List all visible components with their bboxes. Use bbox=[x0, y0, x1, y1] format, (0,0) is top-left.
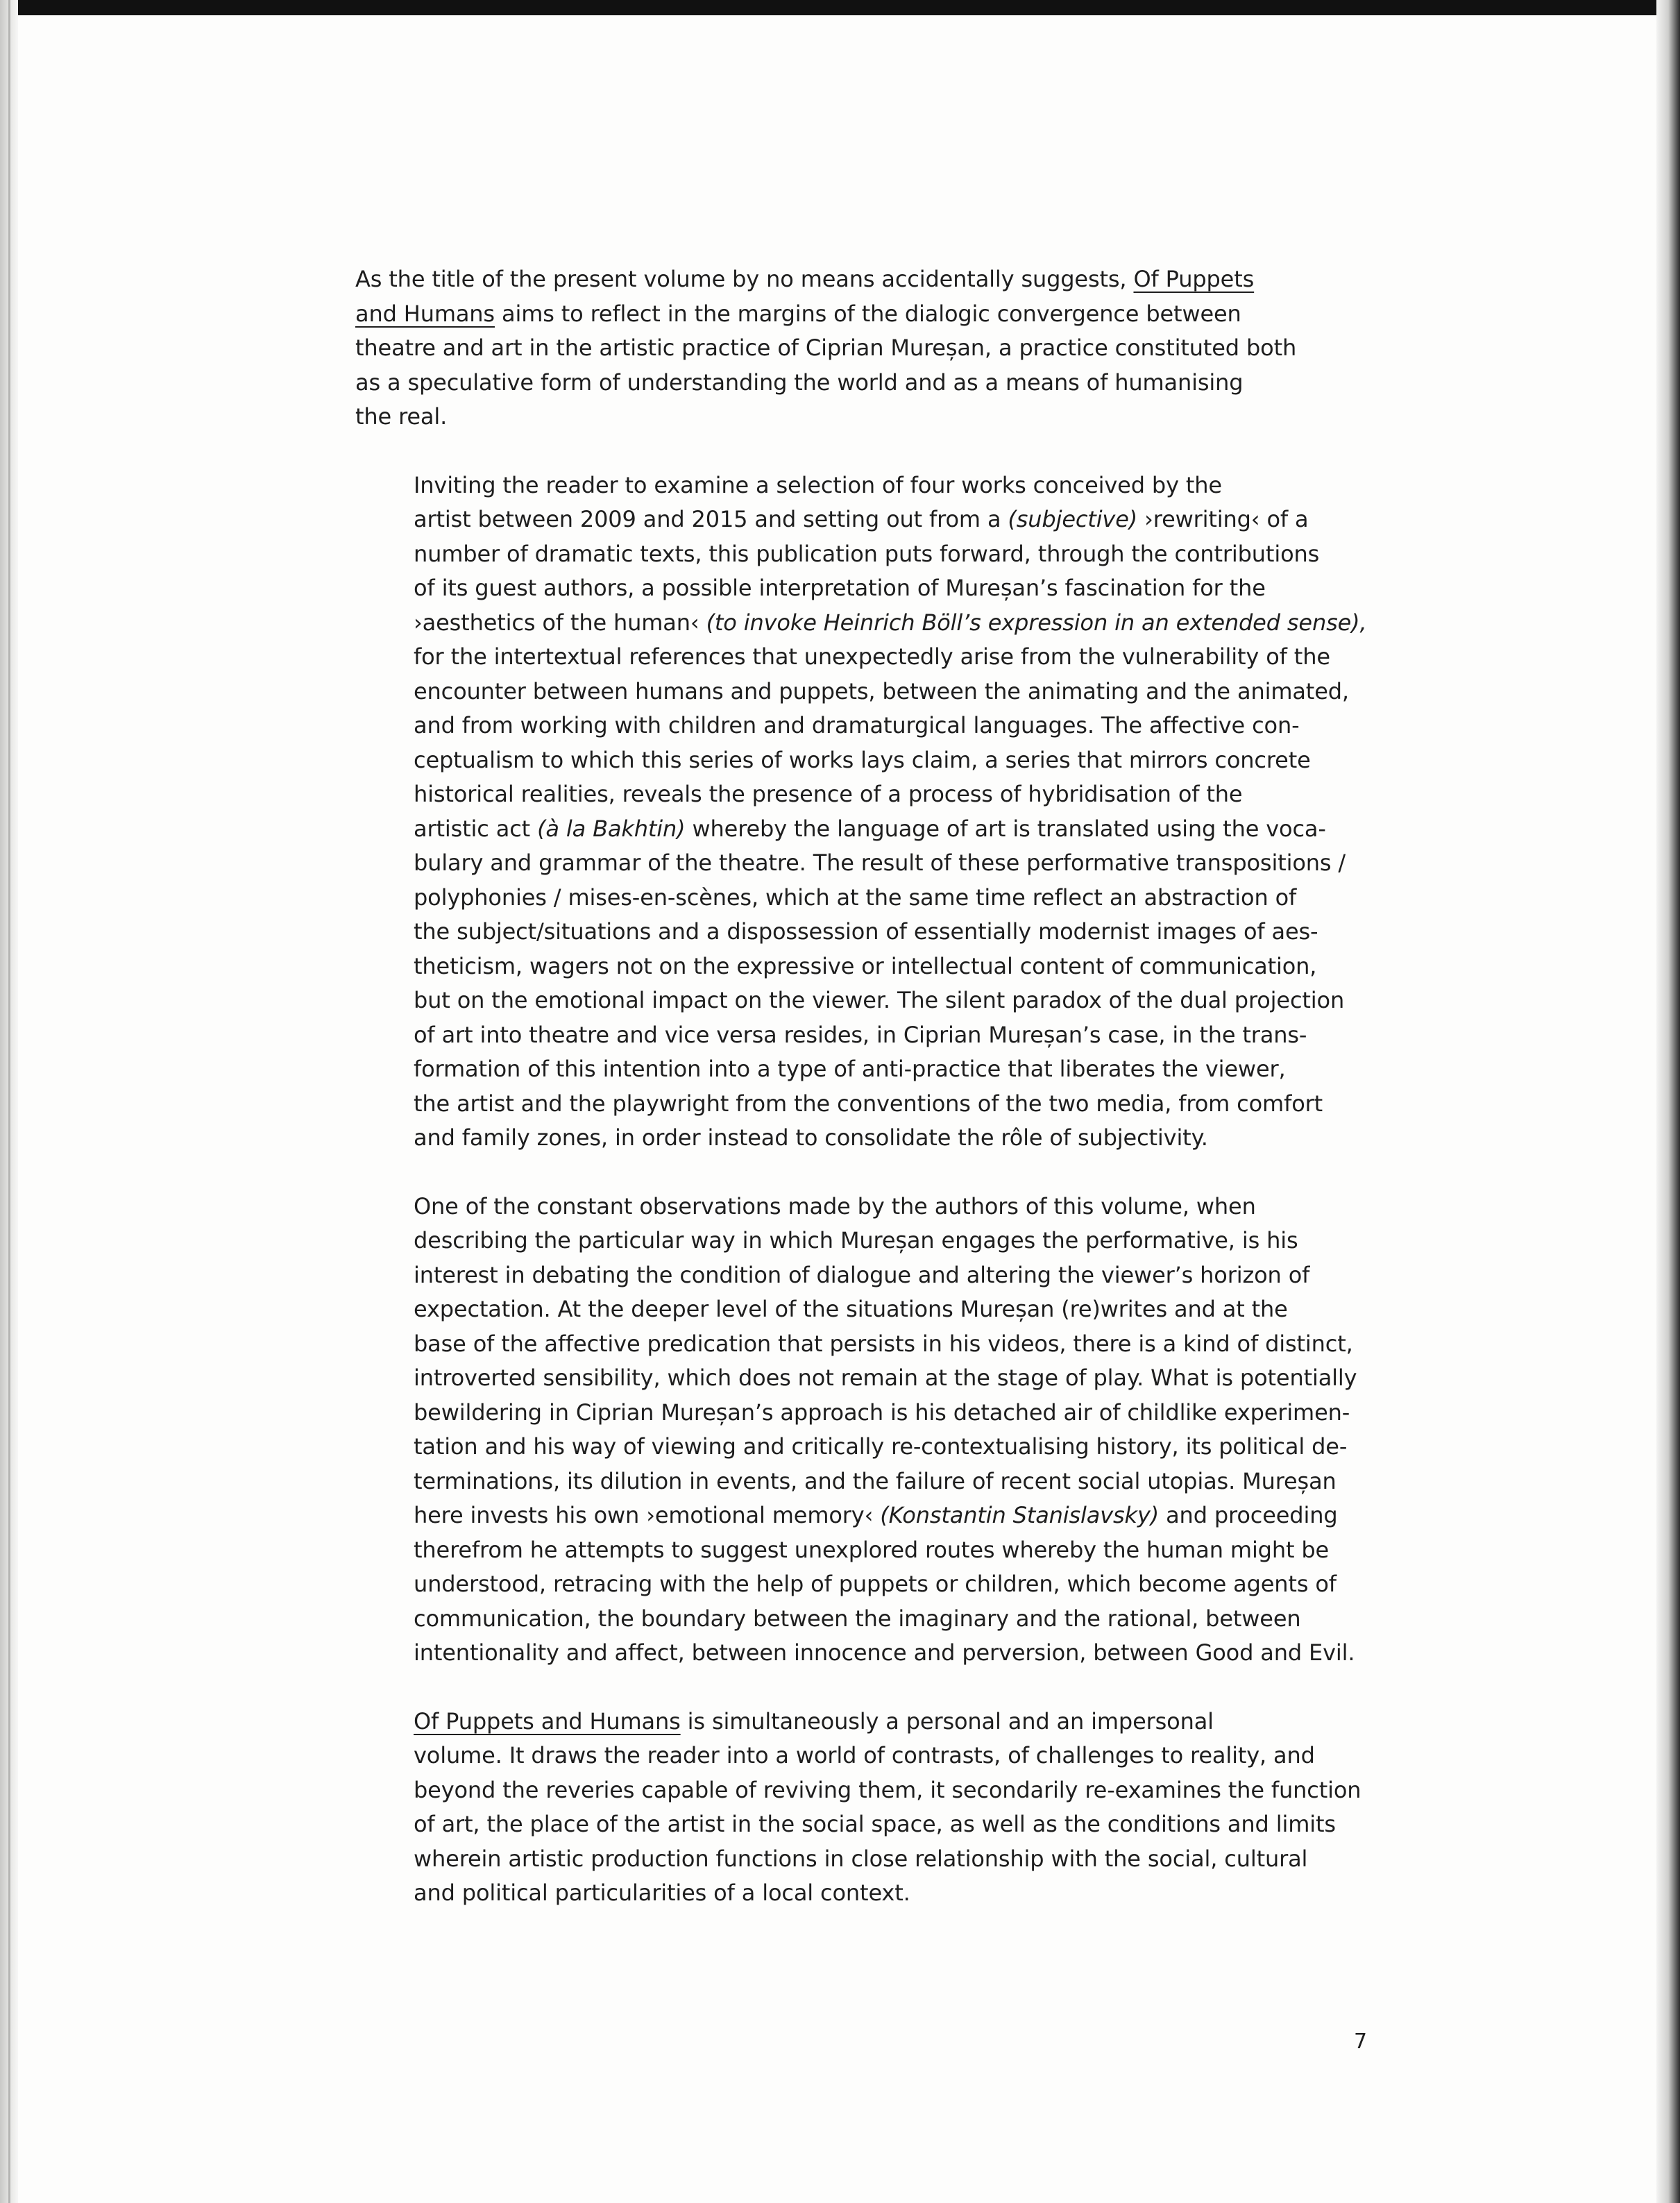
text-line bbox=[355, 984, 1345, 1018]
text-segment: and proceeding bbox=[1159, 1502, 1338, 1528]
book-title-underlined: Of Puppets bbox=[1133, 266, 1255, 292]
text-segment: formation of this intention into a type of anti-practice that liberates the viewer, bbox=[414, 1056, 1286, 1082]
text-line bbox=[355, 400, 1285, 434]
paragraph bbox=[355, 469, 1367, 1156]
italic-phrase: (subjective) bbox=[1008, 506, 1138, 532]
text-segment: wherein artistic production functions in close relationship with the social, cultural bbox=[414, 1845, 1308, 1872]
text-line bbox=[355, 262, 1285, 297]
text-segment: artist between 2009 and 2015 and setting out from a bbox=[414, 506, 1008, 532]
text-segment: historical realities, reveals the presence of a process of hybridisation of the bbox=[414, 781, 1243, 807]
text-line bbox=[355, 1190, 1285, 1224]
text-line bbox=[355, 1292, 1288, 1327]
text-segment: of art, the place of the artist in the social space, as well as the conditions and limits bbox=[414, 1811, 1336, 1837]
text-line bbox=[355, 1465, 1337, 1499]
text-segment: theticism, wagers not on the expressive or intellectual content of communication, bbox=[414, 952, 1317, 979]
text-segment: describing the particular way in which Mureșan engages the performative, is his bbox=[414, 1227, 1298, 1254]
text-segment: and from working with children and dramaturgical languages. The affective con- bbox=[414, 712, 1300, 738]
book-title-underlined: Of Puppets and Humans bbox=[414, 1707, 681, 1734]
text-line bbox=[355, 1224, 1298, 1258]
text-line bbox=[355, 297, 1285, 332]
text-segment: intentionality and affect, between innocence and perversion, between Good and Evil. bbox=[414, 1639, 1355, 1666]
paragraph bbox=[355, 1705, 1361, 1911]
text-segment: and political particularities of a local context. bbox=[414, 1880, 910, 1906]
text-line bbox=[355, 640, 1330, 675]
text-line bbox=[355, 1396, 1350, 1430]
text-line bbox=[355, 571, 1285, 606]
scan-top-edge bbox=[0, 0, 1680, 15]
text-segment: expectation. At the deeper level of the situations Mureșan (re)writes and at the bbox=[414, 1296, 1288, 1322]
text-segment: introverted sensibility, which does not remain at the stage of play. What is potentially bbox=[414, 1365, 1357, 1391]
text-segment: the subject/situations and a dispossession of essentially modernist images of aes- bbox=[414, 918, 1318, 945]
text-line bbox=[355, 777, 1285, 812]
text-line bbox=[355, 1773, 1361, 1808]
text-segment: of art into theatre and vice versa resides, in Ciprian Mureșan’s case, in the trans- bbox=[414, 1021, 1307, 1048]
text-line bbox=[355, 366, 1285, 400]
text-line bbox=[355, 1499, 1338, 1533]
text-line bbox=[355, 675, 1349, 709]
text-segment: ›aesthetics of the human‹ bbox=[414, 609, 706, 636]
text-segment: Inviting the reader to examine a selection of four works conceived by the bbox=[414, 471, 1222, 498]
text-segment: tation and his way of viewing and critically re-contextualising history, its political de- bbox=[414, 1433, 1348, 1460]
text-line bbox=[355, 1807, 1336, 1842]
text-segment: for the intertextual references that unexpectedly arise from the vulnerability of the bbox=[414, 643, 1330, 670]
text-segment: aims to reflect in the margins of the dialogic convergence between bbox=[494, 300, 1241, 327]
text-line bbox=[355, 606, 1367, 641]
text-segment: and family zones, in order instead to consolidate the rôle of subjectivity. bbox=[414, 1124, 1208, 1151]
italic-phrase: (to invoke Heinrich Böll’s expression in an extended sense), bbox=[706, 609, 1367, 636]
text-segment: here invests his own ›emotional memory‹ bbox=[414, 1502, 881, 1528]
text-segment: bewildering in Ciprian Mureșan’s approach is his detached air of childlike experimen- bbox=[414, 1399, 1350, 1426]
text-segment: ceptualism to which this series of works lays claim, a series that mirrors concrete bbox=[414, 746, 1311, 773]
text-segment: theatre and art in the artistic practice of Ciprian Mureșan, a practice constituted both bbox=[355, 335, 1297, 361]
text-segment: encounter between humans and puppets, between the animating and the animated, bbox=[414, 677, 1349, 704]
text-segment: as a speculative form of understanding the world and as a means of humanising bbox=[355, 369, 1244, 396]
text-line bbox=[355, 1705, 1285, 1739]
text-segment: of its guest authors, a possible interpretation of Mureșan’s fascination for the bbox=[414, 575, 1266, 601]
scan-right-edge bbox=[1656, 0, 1680, 2203]
text-line bbox=[355, 1258, 1310, 1293]
text-line bbox=[355, 915, 1318, 949]
text-line bbox=[355, 1121, 1285, 1156]
text-segment: bulary and grammar of the theatre. The result of these performative transpositions / bbox=[414, 850, 1346, 876]
text-line bbox=[355, 1361, 1357, 1396]
text-line bbox=[355, 881, 1297, 915]
page-binding-line bbox=[8, 0, 10, 2203]
body-text bbox=[355, 262, 1367, 1945]
text-line bbox=[355, 1018, 1307, 1053]
text-line bbox=[355, 1087, 1323, 1122]
text-line bbox=[355, 1327, 1353, 1362]
text-line bbox=[355, 1533, 1330, 1568]
text-segment: base of the affective predication that persists in his videos, there is a kind of distinct, bbox=[414, 1330, 1353, 1357]
text-segment: communication, the boundary between the imaginary and the rational, between bbox=[414, 1605, 1301, 1632]
text-segment: One of the constant observations made by the authors of this volume, when bbox=[414, 1192, 1256, 1219]
text-line bbox=[355, 1739, 1315, 1773]
italic-phrase: (à la Bakhtin) bbox=[537, 815, 686, 842]
book-title-underlined: and Humans bbox=[355, 300, 495, 327]
text-line bbox=[355, 846, 1346, 881]
text-segment: the artist and the playwright from the conventions of the two media, from comfort bbox=[414, 1090, 1323, 1117]
page-number: 7 bbox=[1354, 2029, 1368, 2054]
paragraph bbox=[355, 1190, 1357, 1671]
text-line bbox=[355, 949, 1317, 984]
text-line bbox=[355, 1636, 1355, 1671]
text-segment: beyond the reveries capable of reviving them, it secondarily re-examines the function bbox=[414, 1776, 1361, 1803]
text-line bbox=[355, 743, 1311, 778]
text-line bbox=[355, 503, 1309, 537]
text-line bbox=[355, 469, 1285, 503]
text-line bbox=[355, 1602, 1301, 1637]
text-segment: understood, retracing with the help of puppets or children, which become agents of bbox=[414, 1571, 1337, 1597]
text-segment: number of dramatic texts, this publication puts forward, through the contributions bbox=[414, 540, 1320, 567]
text-segment: polyphonies / mises-en-scènes, which at the same time reflect an abstraction of bbox=[414, 884, 1297, 911]
text-segment: terminations, its dilution in events, and the failure of recent social utopias. Mureșan bbox=[414, 1467, 1337, 1494]
text-line bbox=[355, 1430, 1348, 1465]
text-line bbox=[355, 1876, 1285, 1911]
text-segment: the real. bbox=[355, 403, 448, 430]
text-segment: As the title of the present volume by no means accidentally suggests, bbox=[355, 266, 1134, 292]
text-segment: whereby the language of art is translated using the voca- bbox=[685, 815, 1326, 842]
text-segment: ›rewriting‹ of a bbox=[1137, 506, 1309, 532]
text-line bbox=[355, 331, 1297, 366]
text-line bbox=[355, 709, 1300, 743]
italic-phrase: (Konstantin Stanislavsky) bbox=[880, 1502, 1160, 1528]
text-segment: artistic act bbox=[414, 815, 538, 842]
text-segment: volume. It draws the reader into a world of contrasts, of challenges to reality, and bbox=[414, 1742, 1315, 1769]
text-segment: interest in debating the condition of dialogue and altering the viewer’s horizon of bbox=[414, 1261, 1310, 1288]
text-segment: but on the emotional impact on the viewer. The silent paradox of the dual projection bbox=[414, 987, 1345, 1013]
text-segment: is simultaneously a personal and an impersonal bbox=[680, 1707, 1214, 1734]
text-line bbox=[355, 537, 1320, 572]
text-segment: therefrom he attempts to suggest unexplored routes whereby the human might be bbox=[414, 1536, 1330, 1563]
text-line bbox=[355, 1842, 1308, 1877]
text-line bbox=[355, 1052, 1285, 1087]
text-line bbox=[355, 812, 1326, 847]
paragraph bbox=[355, 262, 1297, 434]
text-line bbox=[355, 1567, 1337, 1602]
